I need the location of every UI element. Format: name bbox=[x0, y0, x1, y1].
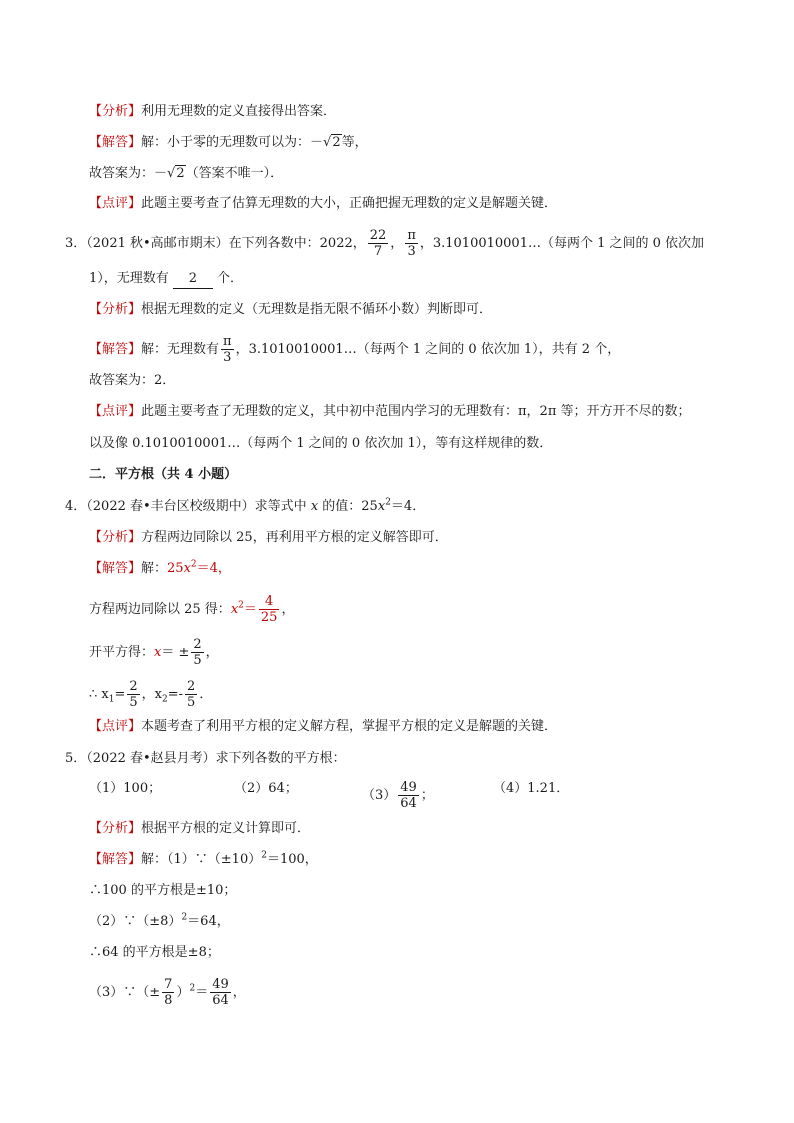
frac-num: 2 bbox=[129, 679, 138, 694]
q3-tail: ，3.1010010001…（每两个 1 之间的 0 依次加 bbox=[419, 236, 705, 251]
q3-number: 3． bbox=[65, 236, 87, 251]
q4-frac-4-25 bbox=[259, 594, 280, 625]
q3-stem-line2 bbox=[89, 270, 243, 289]
frac-num: 49 bbox=[212, 977, 229, 992]
q3-answer-line bbox=[89, 334, 620, 365]
q5-part1-text: （1）100； bbox=[89, 781, 162, 796]
q3-sep: ， bbox=[390, 236, 404, 251]
q5-ans1-exp: 2 bbox=[261, 850, 267, 861]
q3-analysis-line bbox=[89, 301, 492, 319]
frac-num: 49 bbox=[400, 780, 417, 795]
frac-den: 5 bbox=[129, 695, 138, 710]
q3-comment-line1 bbox=[89, 403, 691, 421]
q5-stem-line bbox=[65, 750, 346, 768]
answer-tag: 【解答】 bbox=[89, 342, 142, 357]
q5-part4-text: （4）1.21． bbox=[493, 781, 570, 796]
q3-frac-22-7 bbox=[368, 228, 389, 259]
q4-step3-line bbox=[89, 637, 219, 668]
q3-line2-post: 个． bbox=[212, 271, 244, 286]
q4-step2-pre: 方程两边同除以 25 得： bbox=[89, 602, 231, 617]
q2-sqrt: √2 bbox=[323, 135, 341, 150]
frac-num: 22 bbox=[369, 228, 387, 243]
q2-analysis-text: 利用无理数的定义直接得出答案． bbox=[141, 104, 337, 119]
q2-answer-minus: － bbox=[310, 135, 324, 150]
q5-part3-pre: （3） bbox=[362, 788, 397, 803]
answer-tag: 【解答】 bbox=[89, 135, 142, 150]
q3-answer-frac-pi-3 bbox=[221, 334, 234, 365]
analysis-tag: 【分析】 bbox=[89, 302, 142, 317]
q5-part3 bbox=[362, 780, 434, 811]
q4-stem-line bbox=[65, 498, 425, 516]
q5-part1 bbox=[89, 780, 161, 798]
q5-analysis-line bbox=[89, 820, 310, 838]
q4-frac-2-5 bbox=[191, 637, 203, 668]
q4-number: 4． bbox=[65, 499, 87, 514]
q3-source: （2021 秋•高邮市期末）在下列各数中：2022， bbox=[86, 236, 366, 251]
q5-part2 bbox=[234, 780, 298, 798]
q2-therefore-text: 故答案为： bbox=[89, 166, 155, 181]
q4-therefore-x: ∴ x bbox=[89, 687, 109, 702]
q2-comment-text: 此题主要考查了估算无理数的大小，正确把握无理数的定义是解题关键． bbox=[141, 196, 558, 211]
q5-analysis-text: 根据平方根的定义计算即可． bbox=[141, 821, 311, 836]
q5-ans1-end: ＝100， bbox=[266, 852, 318, 867]
q4-step3-pre: 开平方得： bbox=[89, 645, 155, 660]
q4-sub1: 1 bbox=[108, 694, 115, 705]
frac-den: 25 bbox=[260, 610, 278, 625]
analysis-tag: 【分析】 bbox=[89, 530, 142, 545]
q4-eq1-end: ＝4， bbox=[196, 561, 231, 576]
q5-frac-7-8 bbox=[162, 977, 174, 1008]
q5-ans2-line bbox=[89, 882, 236, 900]
frac-den: 5 bbox=[193, 653, 202, 668]
q5-ans4: ∴64 的平方根是±8； bbox=[89, 945, 220, 960]
q5-ans3: （2）∵（±8） bbox=[89, 914, 182, 929]
q4-comment-text: 本题考查了利用平方根的定义解方程，掌握平方根的定义是解题的关键． bbox=[141, 719, 558, 734]
q5-ans2: ∴100 的平方根是±10； bbox=[89, 883, 237, 898]
q5-part3-end: ； bbox=[420, 788, 434, 803]
q4-answer-pre: 解： bbox=[141, 561, 168, 576]
q2-analysis-line bbox=[89, 103, 336, 121]
frac-den: 64 bbox=[212, 993, 229, 1008]
q4-stem: （2022 春•丰台区校级期中）求等式中 bbox=[86, 499, 311, 514]
frac-num: 2 bbox=[193, 637, 202, 652]
q4-var: x bbox=[310, 499, 319, 514]
answer-tag: 【解答】 bbox=[89, 561, 142, 576]
q5-ans5-line bbox=[89, 977, 246, 1008]
q5-number: 5． bbox=[65, 751, 87, 766]
q4-step2-exp: 2 bbox=[238, 600, 244, 611]
q4-step4-line bbox=[89, 679, 212, 710]
q2-therefore-sqrt: √2 bbox=[167, 166, 185, 181]
q5-ans4-line bbox=[89, 944, 220, 962]
frac-den: 8 bbox=[164, 993, 173, 1008]
analysis-tag: 【分析】 bbox=[89, 104, 142, 119]
q4-stem-end: ＝4． bbox=[390, 499, 426, 514]
q4-step4-end: ． bbox=[199, 687, 213, 702]
q2-therefore-post: （答案不唯一）． bbox=[185, 166, 284, 181]
q3-line2-pre: 1），无理数有 bbox=[89, 271, 173, 286]
q4-eq2: =- bbox=[167, 687, 184, 702]
q3-frac-pi-3 bbox=[405, 228, 418, 259]
frac-den: 7 bbox=[373, 244, 383, 259]
q5-answer-line bbox=[89, 851, 318, 869]
q4-analysis-line bbox=[89, 529, 448, 547]
q4-eq1: = bbox=[114, 687, 126, 702]
q4-exp: 2 bbox=[385, 497, 391, 508]
q5-ans5-mid: ） bbox=[176, 985, 190, 1000]
comment-tag: 【点评】 bbox=[89, 404, 142, 419]
q2-therefore-line bbox=[89, 165, 283, 183]
q5-ans3-exp: 2 bbox=[181, 912, 188, 923]
q3-stem-line1 bbox=[65, 228, 704, 259]
q2-sqrt-radicand: 2 bbox=[332, 135, 341, 150]
q4-answer-line bbox=[89, 560, 231, 578]
q2-comment-line bbox=[89, 195, 557, 213]
q3-therefore-text: 故答案为：2． bbox=[89, 373, 176, 388]
comment-tag: 【点评】 bbox=[89, 196, 142, 211]
q5-ans5-exp: 2 bbox=[189, 983, 196, 994]
q2-therefore-radicand: 2 bbox=[176, 166, 185, 181]
q4-sub2: 2 bbox=[162, 694, 168, 705]
q4-step2-line bbox=[89, 594, 294, 625]
q3-comment-text1: 此题主要考查了无理数的定义，其中初中范围内学习的无理数有：π，2π 等；开方开不尽的数； bbox=[141, 404, 691, 419]
frac-num: 2 bbox=[187, 679, 196, 694]
q4-eq1-exp: 2 bbox=[190, 559, 197, 570]
analysis-tag: 【分析】 bbox=[89, 821, 142, 836]
q4-step3-var: x bbox=[154, 645, 162, 660]
q4-x1-frac bbox=[127, 679, 139, 710]
frac-den: 5 bbox=[187, 695, 196, 710]
frac-den: 3 bbox=[407, 244, 416, 259]
q4-stem-mid: 的值：25 bbox=[318, 499, 378, 514]
q4-x2-frac bbox=[185, 679, 197, 710]
q4-eq1-coef: 25 bbox=[167, 561, 184, 576]
q5-ans5-eq: ＝ bbox=[195, 985, 209, 1000]
q5-part2-text: （2）64； bbox=[234, 781, 298, 796]
q5-frac-49-64-b bbox=[210, 977, 231, 1008]
section-heading bbox=[89, 466, 237, 484]
q2-therefore-minus: － bbox=[154, 166, 168, 181]
q5-part4 bbox=[493, 780, 569, 798]
q5-ans1: 解：（1）∵（±10） bbox=[141, 852, 262, 867]
q3-therefore-line bbox=[89, 372, 175, 390]
q3-comment-line2 bbox=[89, 435, 552, 453]
answer-tag: 【解答】 bbox=[89, 852, 142, 867]
q5-ans3-line bbox=[89, 913, 230, 931]
q4-comment-line bbox=[89, 718, 557, 736]
q4-analysis-text: 方程两边同除以 25，再利用平方根的定义解答即可． bbox=[141, 530, 448, 545]
q3-answer-post: ，3.1010010001…（每两个 1 之间的 0 依次加 1），共有 2 个， bbox=[235, 342, 621, 357]
q5-ans5-end: ， bbox=[232, 985, 246, 1000]
q4-step2-end: ， bbox=[281, 602, 295, 617]
q4-step2-eq: ＝ bbox=[243, 602, 257, 617]
q5-stem: （2022 春•赵县月考）求下列各数的平方根： bbox=[86, 751, 346, 766]
q4-step3-eq: ＝ ± bbox=[161, 645, 190, 660]
q2-answer-post: 等， bbox=[341, 135, 368, 150]
q4-eq1-var: x bbox=[183, 561, 191, 576]
q5-ans5-pre: （3）∵（± bbox=[89, 985, 161, 1000]
q4-var2: x bbox=[377, 499, 386, 514]
frac-num: π bbox=[223, 334, 232, 349]
frac-num: 4 bbox=[259, 594, 280, 610]
q5-frac-49-64 bbox=[398, 780, 419, 811]
q5-ans3-end: ＝64， bbox=[187, 914, 230, 929]
q3-answer-pre: 解：无理数有 bbox=[141, 342, 220, 357]
frac-den: 3 bbox=[223, 350, 232, 365]
q2-answer-text: 解：小于零的无理数可以为： bbox=[141, 135, 311, 150]
comment-tag: 【点评】 bbox=[89, 719, 142, 734]
frac-num: 7 bbox=[164, 977, 173, 992]
frac-den: 64 bbox=[400, 796, 417, 811]
section-title: 二．平方根（共 4 小题） bbox=[89, 467, 238, 482]
q3-comment-text2: 以及像 0.1010010001…（每两个 1 之间的 0 依次加 1），等有这样规律的数． bbox=[89, 436, 553, 451]
frac-num: π bbox=[407, 228, 416, 243]
q3-answer-blank: 2 bbox=[173, 270, 213, 289]
q4-step2-var: x bbox=[230, 602, 239, 617]
q4-step3-end: ， bbox=[205, 645, 219, 660]
q3-analysis-text: 根据无理数的定义（无理数是指无限不循环小数）判断即可． bbox=[141, 302, 493, 317]
q2-answer-line bbox=[89, 134, 368, 152]
q4-mid: ，x bbox=[141, 687, 163, 702]
